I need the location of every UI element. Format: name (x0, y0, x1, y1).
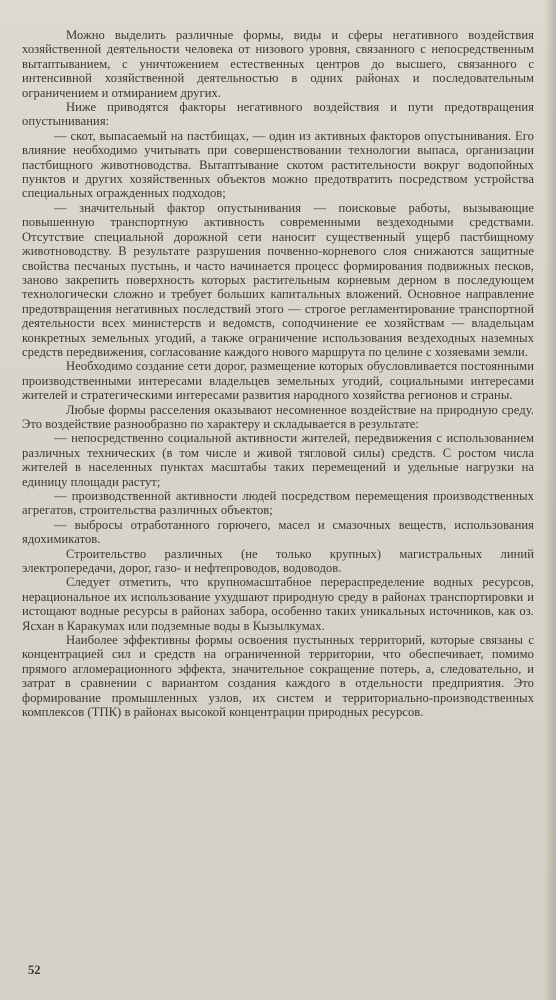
paragraph-water-resources: Следует отметить, что крупномасштабное перераспределение водных ресурсов, нерациональное их использование ухудшают природную среду в районах транспортировки и истощают водные ресурсы в районах забора, особенно таких уникальных источников, как оз. Ясхан в Каракумах или подземные воды в Кызылкумах. (22, 575, 534, 633)
paragraph-construction: Строительство различных (не только крупных) магистральных линий электропередачи, дорог, газо- и нефтепроводов, водоводов. (22, 546, 534, 576)
page-body-text (22, 28, 534, 720)
paragraph-prospecting: — значительный фактор опустынивания — поисковые работы, вызывающие повышенную транспортную активность современными вездеходными средствами. Отсутствие специальной дорожной сети наносит существенный ущерб пастбищному животноводству. В результате разрушения почвенно-корневого слоя снижаются защитные свойства песчаных пустынь, и часто начинается процесс формирования подвижных песков, заново закрепить поверхность которых растительным корневым дерном в последующем технологически сложно и требует больших капитальных вложений. Основное направление предотвращения негативных последствий этого — строгое регламентирование транспортной деятельности всех министерств и ведомств, соподчинение ее хозяйствам — владельцам конкретных земельных угодий, а также ограничение использования вездеходных наземных средств передвижения, согласование каждого нового маршрута по целине с хозяевами земли. (22, 200, 534, 359)
paragraph-intro: Можно выделить различные формы, виды и сферы негативного воздействия хозяйственной деятельности человека от низового уровня, связанного с непосредственным вытаптыванием, с уничтожением естественных центров до высшего, связанного с интенсивной хозяйственной деятельностью в одних районах и последовательным ограничением и отмиранием других. (22, 28, 534, 100)
paragraph-production-activity: — производственной активности людей посредством перемещения производственных агрегатов, строительства различных объектов; (22, 489, 534, 518)
paragraph-livestock: — скот, выпасаемый на пастбищах, — один из активных факторов опустынивания. Его влияние необходимо учитывать при совершенствовании технологии выпаса, организации пастбищного животноводства. Вытаптывание скотом растительности вокруг водопойных пунктов и других хозяйственных объектов можно предотвратить посредством устройства специальных огражденных подходов; (22, 128, 534, 201)
paragraph-settlement: Любые формы расселения оказывают несомненное воздействие на природную среду. Это воздействие разнообразно по характеру и складывается в результате: (22, 402, 534, 431)
paragraph-concentration: Наиболее эффективны формы освоения пустынных территорий, которые связаны с концентрацией сил и средств на ограниченной территории, что обеспечивает, помимо прямого агломерационного эффекта, значительное сокращение потерь, а, следовательно, и затрат в сравнении с вариантом создания каждого в отдельности предприятия. Это формирование промышленных узлов, их систем и территориально-производственных комплексов (ТПК) в районах высокой концентрации природных ресурсов. (22, 633, 534, 720)
page-number: 52 (28, 963, 41, 977)
paragraph-social-activity: — непосредственно социальной активности жителей, передвижения с использованием различных технических (в том числе и живой тягловой силы) средств. С ростом числа жителей в населенных пунктах масштабы таких перемещений и удельные нагрузки на единицу площади растут; (22, 431, 534, 489)
paragraph-factors-heading: Ниже приводятся факторы негативного воздействия и пути предотвращения опустынивания: (22, 100, 534, 129)
paragraph-road-network: Необходимо создание сети дорог, размещение которых обусловливается постоянными производственными интересами владельцев земельных угодий, социальными интересами жителей и стратегическими интересами развития народного хозяйства регионов и страны. (22, 359, 534, 403)
paragraph-emissions: — выбросы отработанного горючего, масел и смазочных веществ, использования ядохимикатов. (22, 517, 534, 547)
